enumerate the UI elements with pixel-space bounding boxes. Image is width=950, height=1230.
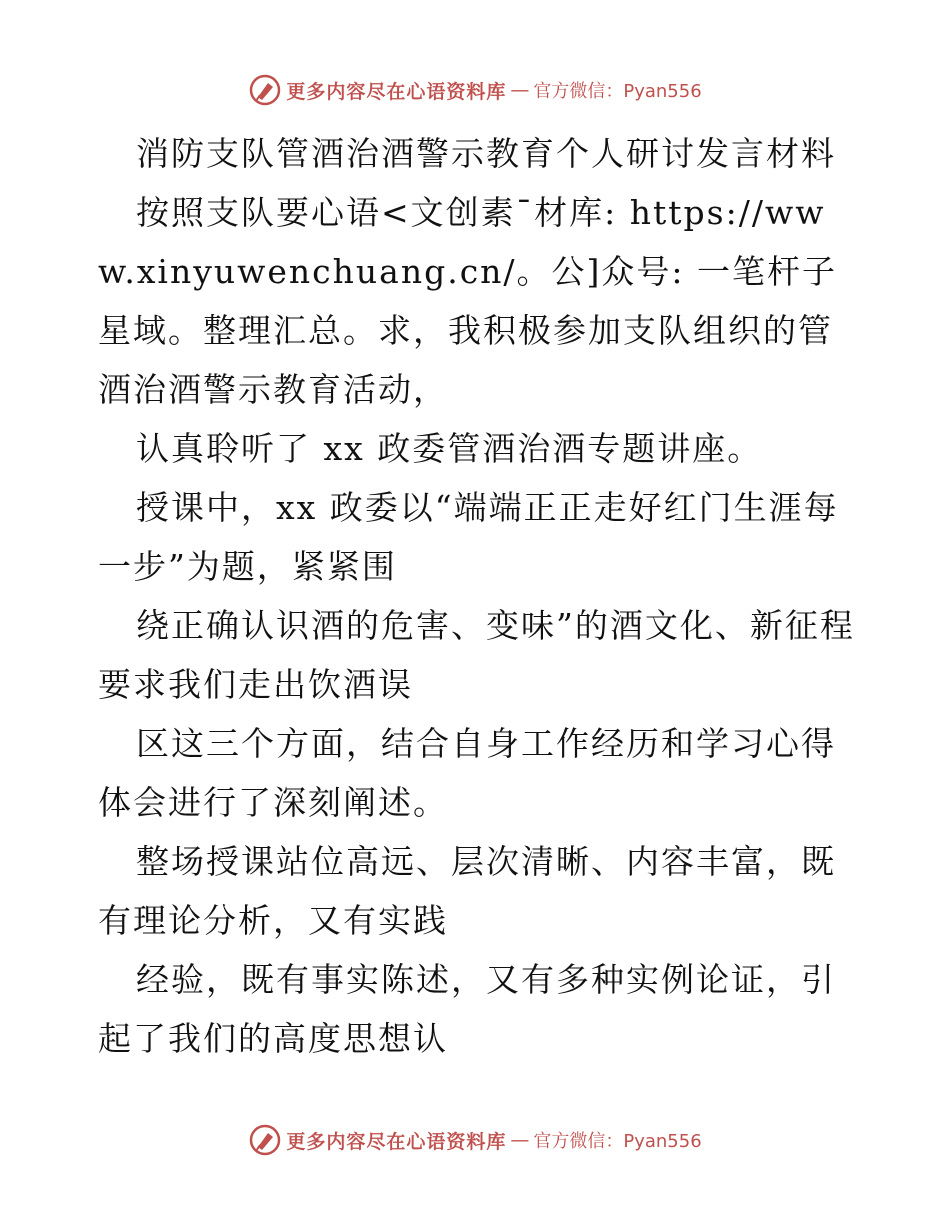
pen-nib-logo-icon — [248, 73, 282, 107]
footer-watermark — [0, 1120, 950, 1160]
paragraph: 认真聆听了 xx 政委管酒治酒专题讲座。 — [136, 429, 763, 468]
paragraph: 授课中，xx 政委以“端端正正走好红门生涯每一步”为题，紧紧围 — [98, 488, 839, 586]
watermark-separator: — — [510, 79, 530, 101]
paragraph: 经验，既有事实陈述，又有多种实例论证，引起了我们的高度思想认 — [98, 960, 836, 1058]
watermark-wechat-text: 官方微信：Pyan556 — [533, 1131, 702, 1152]
document-title: 消防支队管酒治酒警示教育个人研讨发言材料 — [136, 134, 836, 173]
watermark-separator: — — [510, 1129, 530, 1151]
watermark-site-text: 更多内容尽在心语资料库 — [286, 80, 507, 103]
watermark-site-text: 更多内容尽在心语资料库 — [286, 1130, 507, 1153]
watermark-wechat-text: 官方微信：Pyan556 — [533, 81, 702, 102]
header-watermark — [0, 70, 950, 110]
paragraph: 区这三个方面，结合自身工作经历和学习心得体会进行了深刻阐述。 — [98, 724, 836, 822]
document-body — [98, 124, 858, 1068]
paragraph: 整场授课站位高远、层次清晰、内容丰富，既有理论分析，又有实践 — [98, 842, 836, 940]
pen-nib-logo-icon — [248, 1123, 282, 1157]
paragraph: 绕正确认识酒的危害、变味”的酒文化、新征程要求我们走出饮酒误 — [98, 606, 855, 704]
paragraph: 按照支队要心语<文创素¯材库: https://www.xinyuwenchuang.cn/。公]众号: 一笔杆子星域。整理汇总。求，我积极参加支队组织的管酒治酒警示教育活动， — [98, 193, 838, 409]
